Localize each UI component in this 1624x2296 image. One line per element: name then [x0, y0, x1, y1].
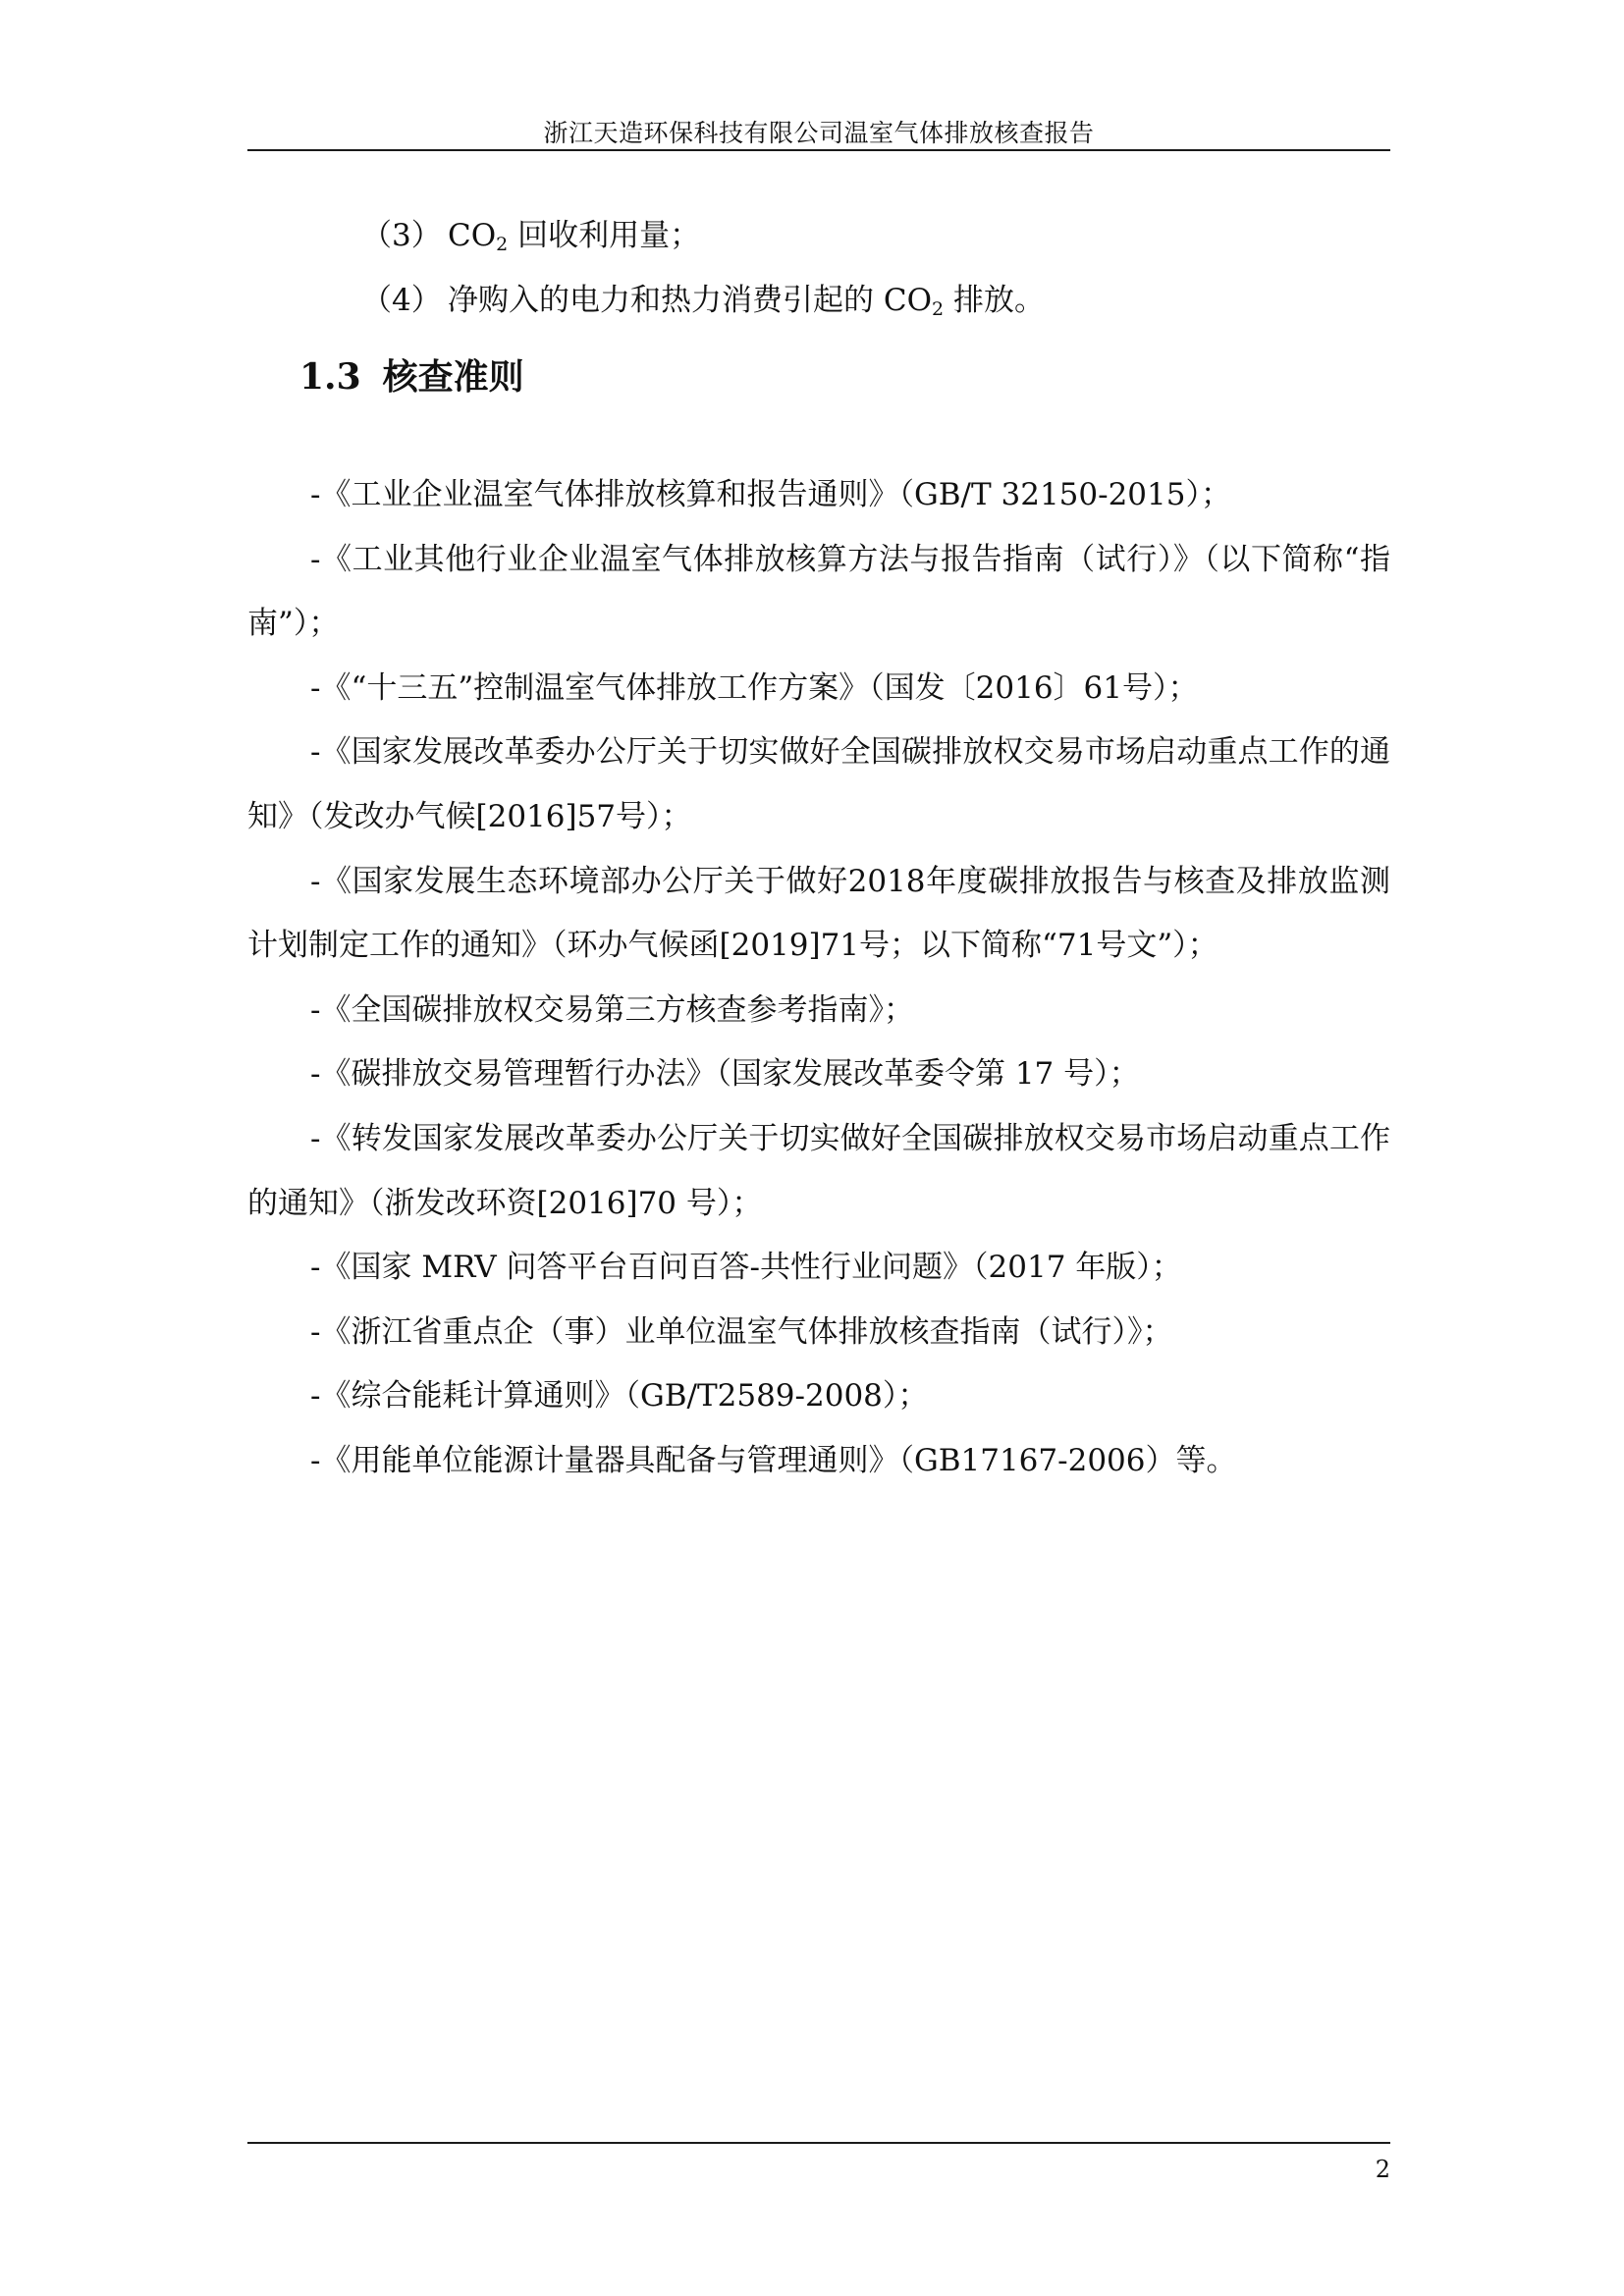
section-number: 1.3	[299, 356, 361, 398]
reference-item: -《国家 MRV 问答平台百问百答-共性行业问题》（2017 年版）；	[310, 1250, 1182, 1286]
reference-list	[247, 463, 1390, 1494]
list-item-text: 净购入的电力和热力消费引起的 CO	[448, 283, 932, 318]
list-item-number: （3）	[361, 218, 442, 253]
reference-item: -《综合能耗计算通则》（GB/T2589-2008）；	[310, 1378, 929, 1415]
reference-item: -《国家发展生态环境部办公厅关于做好2018年度碳排放报告与核查及排放监测计划制定工作的通知》（环办气候函[2019]71号；以下简称“71号文”）；	[247, 863, 1390, 964]
section-title: 核查准则	[382, 356, 524, 398]
reference-item: -《工业企业温室气体排放核算和报告通则》（GB/T 32150-2015）；	[310, 477, 1231, 512]
reference-item: -《浙江省重点企（事）业单位温室气体排放核查指南（试行）》；	[310, 1313, 1173, 1350]
reference-item: -《用能单位能源计量器具配备与管理通则》（GB17167-2006）等。	[310, 1442, 1237, 1478]
list-item-number: （4）	[361, 283, 442, 318]
reference-item: -《工业其他行业企业温室气体排放核算方法与报告指南（试行）》（以下简称“指南”）；	[247, 541, 1390, 642]
list-item	[361, 275, 1045, 320]
footer-rule	[247, 2142, 1390, 2144]
header-rule	[247, 149, 1390, 151]
section-heading	[299, 349, 524, 400]
list-item	[361, 210, 700, 255]
reference-item: -《国家发展改革委办公厅关于切实做好全国碳排放权交易市场启动重点工作的通知》（发改办气候[2016]57号）；	[247, 734, 1390, 834]
running-header: 浙江天造环保科技有限公司温室气体排放核查报告	[543, 119, 1095, 147]
subscript: 2	[496, 234, 509, 255]
reference-item: -《全国碳排放权交易第三方核查参考指南》；	[310, 991, 914, 1028]
reference-item: -《转发国家发展改革委办公厅关于切实做好全国碳排放权交易市场启动重点工作的通知》（浙发改环资[2016]70 号）；	[247, 1120, 1390, 1221]
page-number: 2	[1375, 2156, 1390, 2183]
list-item-text: CO	[448, 218, 497, 253]
subscript: 2	[932, 298, 945, 320]
reference-item: -《“十三五”控制温室气体排放工作方案》（国发〔2016〕61号）；	[310, 669, 1199, 706]
reference-item: -《碳排放交易管理暂行办法》（国家发展改革委令第 17 号）；	[310, 1056, 1140, 1093]
list-item-text: 回收利用量；	[508, 218, 701, 253]
list-item-text: 排放。	[944, 283, 1045, 318]
